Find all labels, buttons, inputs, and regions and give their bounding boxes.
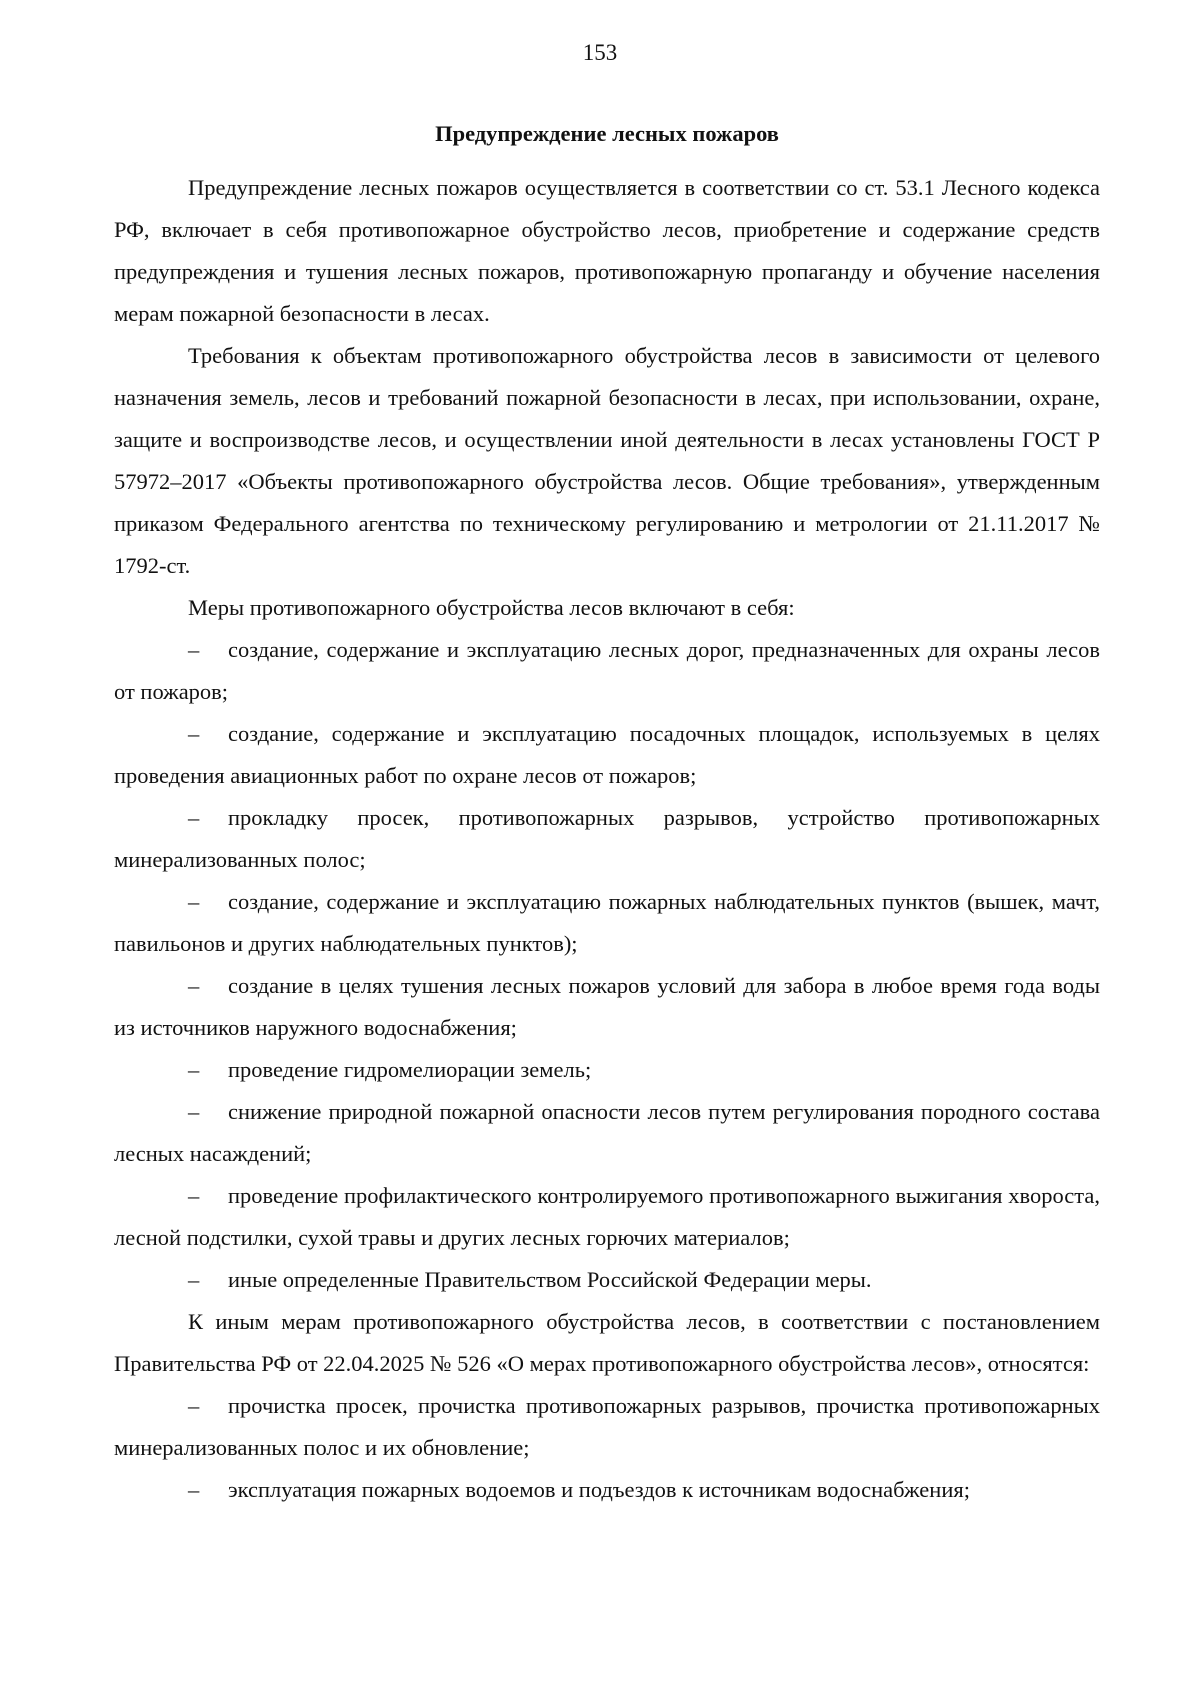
measures-list [114, 629, 1100, 1301]
list-item [114, 713, 1100, 797]
list-dash: – [188, 1267, 200, 1292]
list-item-text: снижение природной пожарной опасности лесов путем регулирования породного состава лесных насаждений; [114, 1099, 1100, 1166]
list-item [114, 629, 1100, 713]
list-item-text: создание в целях тушения лесных пожаров условий для забора в любое время года воды из источников наружного водоснабжения; [114, 973, 1100, 1040]
list-item [114, 881, 1100, 965]
list-dash: – [188, 805, 200, 830]
list-dash: – [188, 1183, 200, 1208]
list-item [114, 797, 1100, 881]
list-item [114, 1259, 1100, 1301]
list-item-text: прокладку просек, противопожарных разрывов, устройство противопожарных минерализованных полос; [114, 805, 1100, 872]
list-item-text: прочистка просек, прочистка противопожарных разрывов, прочистка противопожарных минерализованных полос и их обновление; [114, 1393, 1100, 1460]
list-item [114, 1091, 1100, 1175]
document-body [114, 113, 1100, 1511]
section-title: Предупреждение лесных пожаров [435, 121, 779, 146]
paragraph-other-measures-intro: К иным мерам противопожарного обустройства лесов, в соответствии с постановлением Правительства РФ от 22.04.2025 № 526 «О мерах противопожарного обустройства лесов», относятся: [114, 1309, 1100, 1376]
list-dash: – [188, 1057, 200, 1082]
paragraph: Предупреждение лесных пожаров осуществляется в соответствии со ст. 53.1 Лесного кодекса РФ, включает в себя противопожарное обустройство лесов, приобретение и содержание средств предупреждения и тушения лесных пожаров, противопожарную пропаганду и обучение населения мерам пожарной безопасности в лесах. [114, 175, 1100, 326]
list-item-text: иные определенные Правительством Российской Федерации меры. [228, 1267, 872, 1292]
list-dash: – [188, 1477, 200, 1502]
list-dash: – [188, 637, 200, 662]
list-item-text: создание, содержание и эксплуатацию лесных дорог, предназначенных для охраны лесов от пожаров; [114, 637, 1100, 704]
paragraph: Требования к объектам противопожарного обустройства лесов в зависимости от целевого назначения земель, лесов и требований пожарной безопасности в лесах, при использовании, охране, защите и воспроизводстве лесов, и осуществлении иной деятельности в лесах установлены ГОСТ Р 57972–2017 «Объекты противопожарного обустройства лесов. Общие требования», утвержденным приказом Федерального агентства по техническому регулированию и метрологии от 21.11.2017 № 1792-ст. [114, 343, 1100, 578]
paragraph: Меры противопожарного обустройства лесов включают в себя: [188, 595, 795, 620]
list-item [114, 1385, 1100, 1469]
list-item [114, 1175, 1100, 1259]
list-item-text: проведение профилактического контролируемого противопожарного выжигания хвороста, лесной подстилки, сухой травы и других лесных горючих материалов; [114, 1183, 1100, 1250]
list-dash: – [188, 721, 200, 746]
page-number: 153 [582, 40, 618, 65]
list-item [114, 1049, 1100, 1091]
list-dash: – [188, 1099, 200, 1124]
list-item [114, 965, 1100, 1049]
list-dash: – [188, 1393, 200, 1418]
list-dash: – [188, 889, 200, 914]
list-item-text: создание, содержание и эксплуатацию пожарных наблюдательных пунктов (вышек, мачт, павильонов и других наблюдательных пунктов); [114, 889, 1100, 956]
other-measures-list [114, 1385, 1100, 1511]
list-item-text: создание, содержание и эксплуатацию посадочных площадок, используемых в целях проведения авиационных работ по охране лесов от пожаров; [114, 721, 1100, 788]
list-item-text: проведение гидромелиорации земель; [228, 1057, 592, 1082]
list-item [114, 1469, 1100, 1511]
list-dash: – [188, 973, 200, 998]
list-item-text: эксплуатация пожарных водоемов и подъездов к источникам водоснабжения; [228, 1477, 970, 1502]
